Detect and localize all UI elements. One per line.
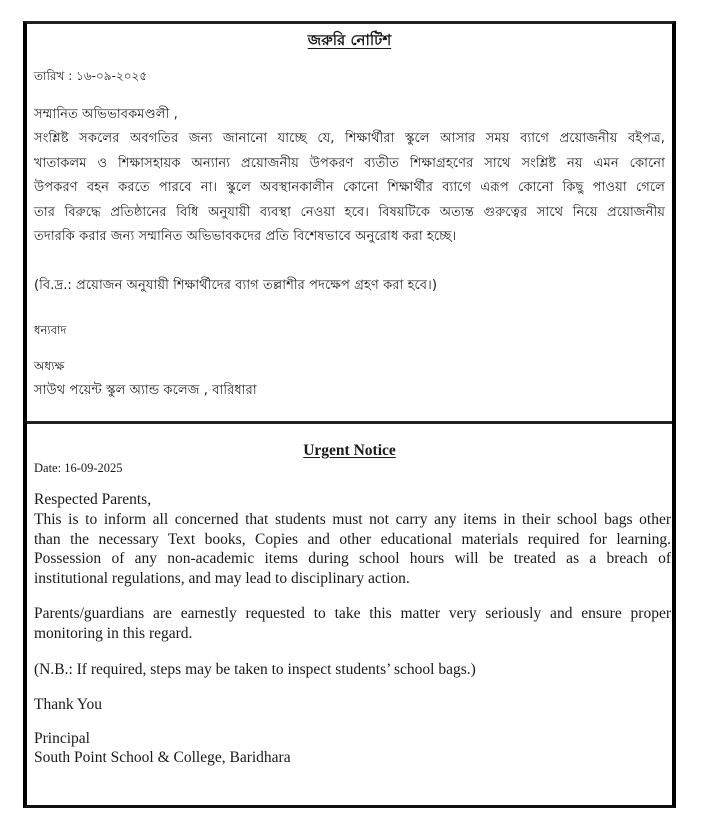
english-paragraph-2-line: Parents/guardians are earnestly requested to take this matter very seriously and ensure proper — [34, 605, 671, 622]
bengali-notice-section — [27, 24, 672, 424]
bengali-body-line: সংশ্লিষ্ট সকলের অবগতির জন্য জানানো যাচ্ছে যে, শিক্ষার্থীরা স্কুলে আসার সময় ব্যাগে প্রয়োজনীয় বইপত্র, — [34, 131, 665, 146]
english-notice-paragraph-2 — [34, 604, 671, 643]
english-notice-title: Urgent Notice — [303, 442, 396, 459]
notice-frame — [23, 21, 676, 808]
bengali-signatory-title: অধ্যক্ষ — [34, 359, 65, 373]
bengali-body-line: উপকরণ বহন করতে পারবে না। স্কুলে অবস্থানকালীন কোনো শিক্ষার্থীর ব্যাগে এরূপ কোনো কিছু পাওয়া গেলে — [34, 180, 665, 195]
bengali-notice-body — [34, 127, 665, 250]
english-notice-date: Date: 16-09-2025 — [34, 461, 123, 475]
english-notice-thanks: Thank You — [34, 696, 103, 713]
bengali-notice-nb: (বি.দ্র.: প্রয়োজন অনুযায়ী শিক্ষার্থীদের ব্যাগ তল্লাশীর পদক্ষেপ গ্রহণ করা হবে।) — [34, 278, 438, 293]
bengali-body-line: তার বিরুদ্ধে প্রতিষ্ঠানের বিধি অনুযায়ী ব্যবস্থা নেওয়া হবে। বিষয়টিকে অত্যন্ত গুরুত্বের সাথে নিয়ে প্রয়োজনীয় — [34, 204, 665, 220]
english-notice-greeting: Respected Parents, — [34, 491, 152, 508]
english-signatory-title: Principal — [34, 730, 90, 747]
english-notice-body — [34, 510, 671, 588]
bengali-signatory-org: সাউথ পয়েন্ট স্কুল অ্যান্ড কলেজ , বারিধারা — [34, 383, 257, 398]
bengali-notice-title: জরুরি নোটিশ — [307, 31, 392, 49]
bengali-body-line: খাতাকলম ও শিক্ষাসহায়ক অন্যান্য প্রয়োজনীয় উপকরণ ব্যতীত শিক্ষাগ্রহণের সাথে সংশ্লিষ্ট নয় এমন কোনো — [34, 155, 665, 171]
english-notice-section — [27, 424, 672, 805]
english-paragraph-2-line: monitoring in this regard. — [34, 624, 193, 642]
english-notice-nb: (N.B.: If required, steps may be taken to inspect students’ school bags.) — [34, 661, 476, 678]
english-signatory-org: South Point School & College, Baridhara — [34, 749, 291, 766]
bengali-notice-greeting: সম্মানিত অভিভাবকমণ্ডলী , — [34, 107, 178, 122]
bengali-notice-date: তারিখ : ১৬-০৯-২০২৫ — [34, 69, 148, 83]
bengali-body-line: তদারকি করার জন্য সম্মানিত অভিভাবকদের প্রতি বিশেষভাবে অনুরোধ করা হচ্ছে। — [34, 229, 457, 244]
bengali-notice-thanks: ধন্যবাদ — [34, 323, 67, 337]
english-body-line: than the necessary Text books, Copies and other educational materials required for learning. — [34, 530, 671, 548]
english-body-line: This is to inform all concerned that students must not carry any items in their school bags other — [34, 511, 671, 528]
english-body-line: institutional regulations, and may lead to disciplinary action. — [34, 569, 410, 587]
english-body-line: Possession of any non-academic items during school hours will be treated as a breach of — [34, 550, 671, 568]
